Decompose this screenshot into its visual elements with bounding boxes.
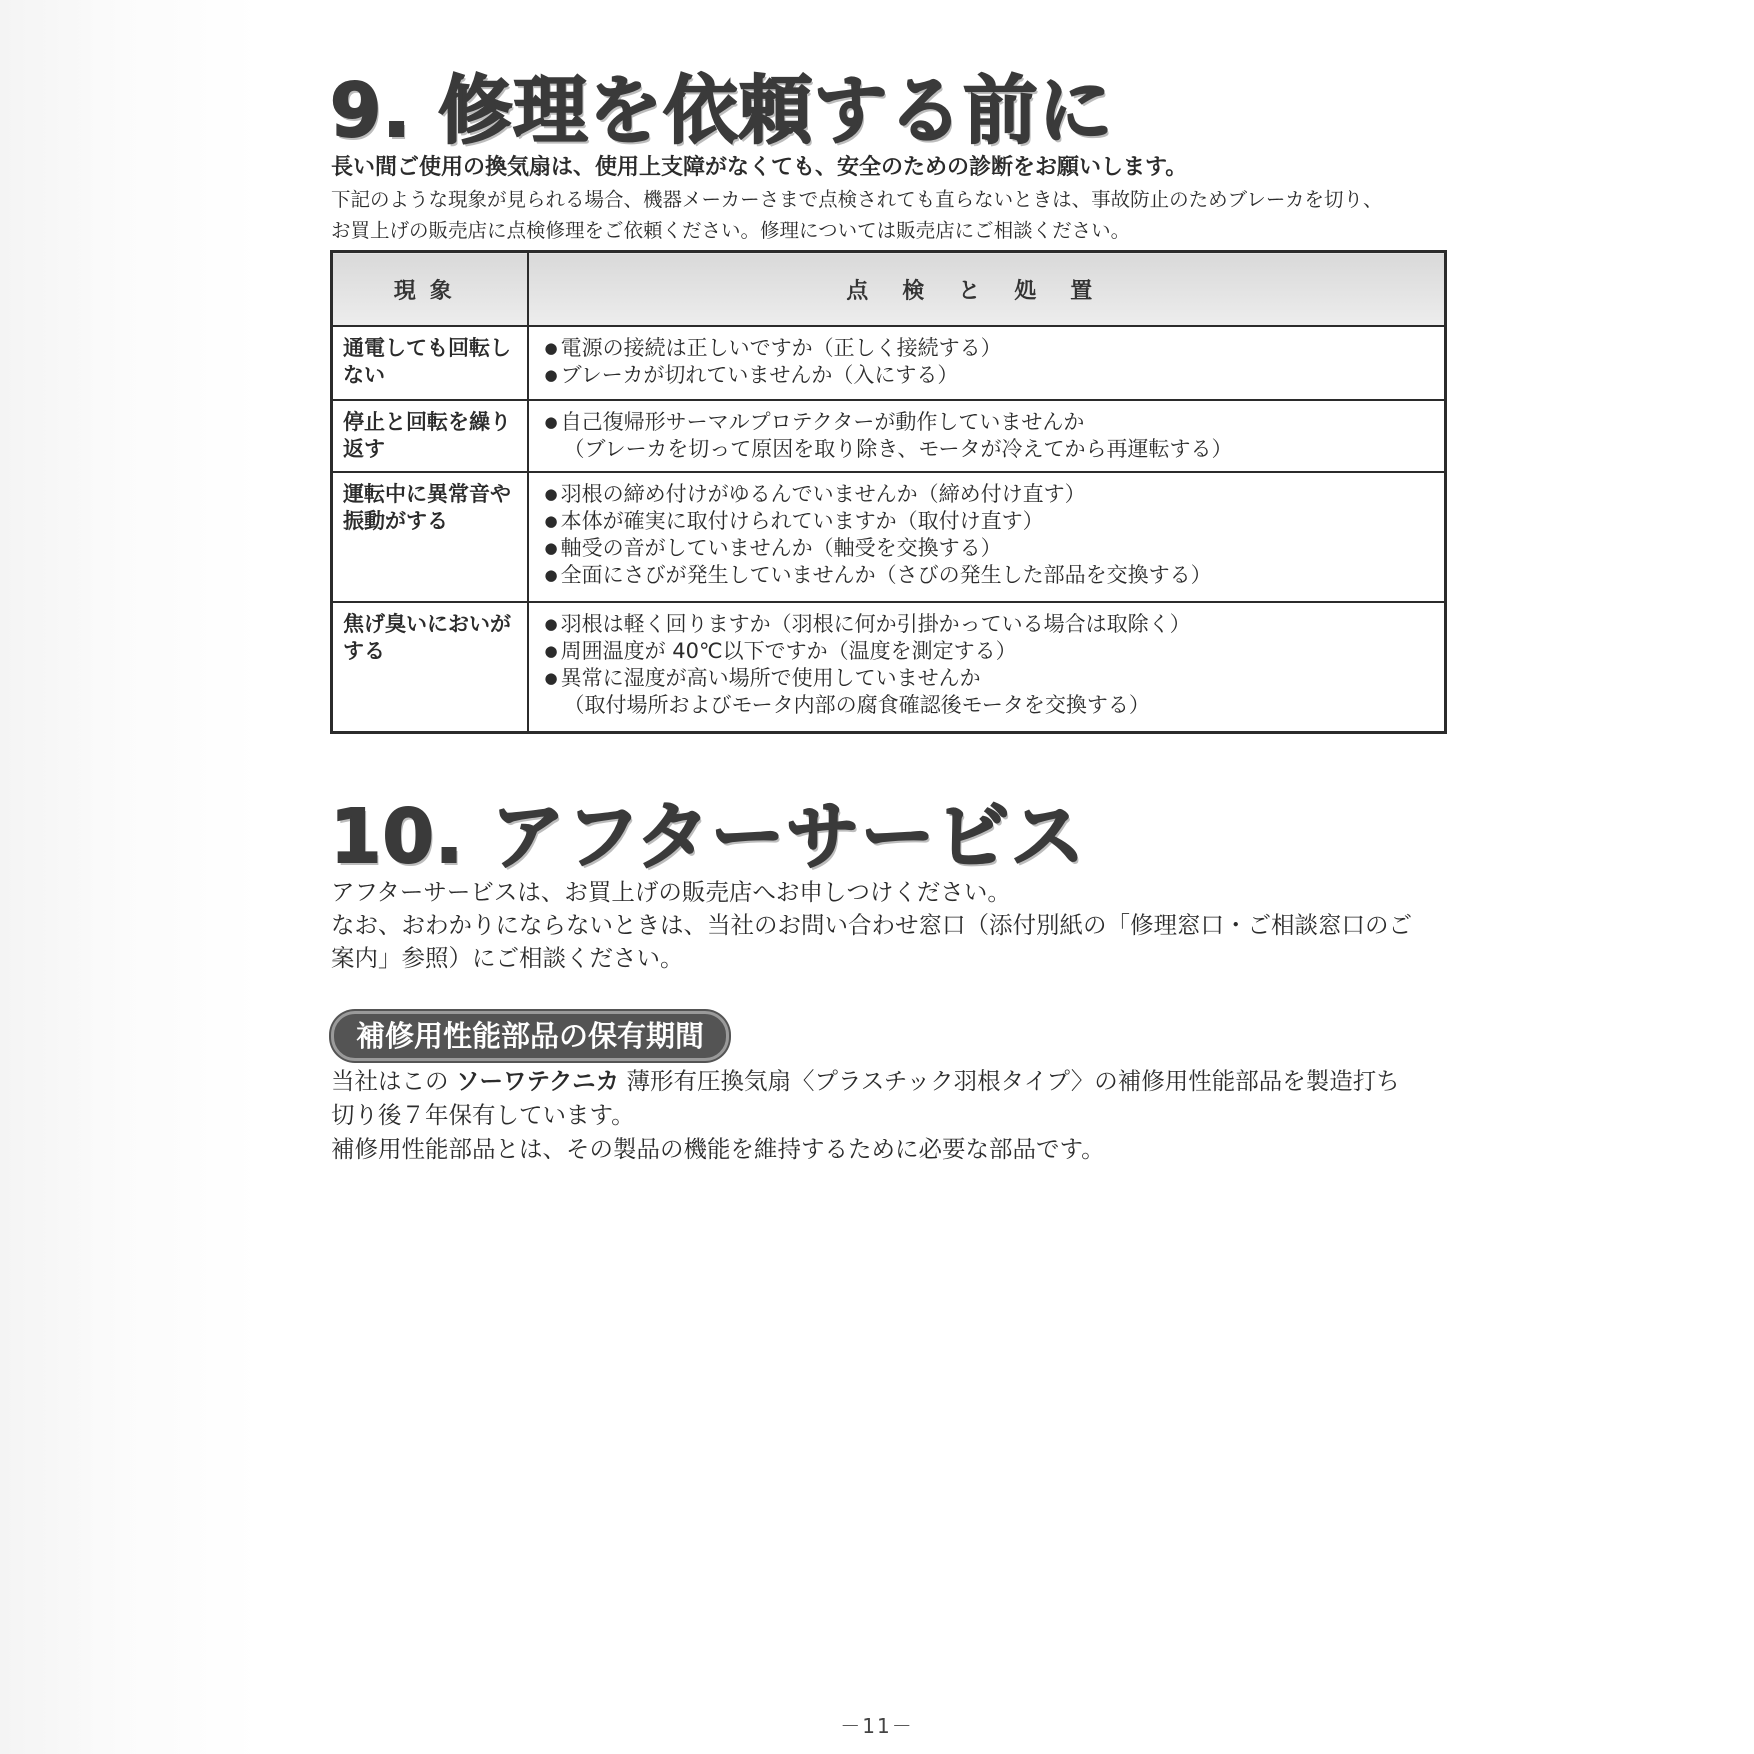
header-check-action: 点検と処置 — [528, 252, 1446, 327]
parts-line-1 — [331, 1064, 1451, 1098]
symptom-cell: 運転中に異常音や振動がする — [332, 472, 528, 602]
check-item-continuation: （取付場所およびモータ内部の腐食確認後モータを交換する） — [563, 693, 1150, 717]
intro-line: 下記のような現象が見られる場合、機器メーカーさまで点検されても直らないときは、事故防止のためブレーカを切り、 — [331, 188, 1383, 211]
after-service-line: アフターサービスは、お買上げの販売店へお申しつけください。 — [331, 878, 1011, 906]
check-cell — [528, 602, 1446, 733]
check-item: ● 全面にさびが発生していませんか（さびの発生した部品を交換する） — [545, 562, 1437, 589]
parts-rest: 薄形有圧換気扇〈プラスチック羽根タイプ〉の補修用性能部品を製造打ち — [619, 1067, 1400, 1095]
check-cell — [528, 472, 1446, 602]
symptom-cell: 通電しても回転しない — [332, 326, 528, 400]
check-item: ● 自己復帰形サーマルプロテクターが動作していませんか — [545, 409, 1437, 436]
check-item: ● 羽根の締め付けがゆるんでいませんか（締め付け直す） — [545, 481, 1437, 508]
section-9-lead: 長い間ご使用の換気扇は、使用上支障がなくても、安全のための診断をお願いします。 — [331, 155, 1188, 180]
check-item: ● 本体が確実に取付けられていますか（取付け直す） — [545, 508, 1437, 535]
parts-line-2: 切り後７年保有しています。 — [331, 1101, 635, 1129]
check-item: ● 軸受の音がしていませんか（軸受を交換する） — [545, 535, 1437, 562]
symptom-cell: 停止と回転を繰り返す — [332, 400, 528, 472]
parts-retention-heading: 補修用性能部品の保有期間 — [331, 1011, 729, 1061]
check-cell — [528, 326, 1446, 400]
check-item: ● 異常に湿度が高い場所で使用していませんか — [545, 665, 1437, 692]
section-10-title: 10. アフターサービス — [330, 794, 1086, 880]
check-item: ● 周囲温度が 40℃以下ですか（温度を測定する） — [545, 638, 1437, 665]
check-cell — [528, 400, 1446, 472]
check-item: ● 電源の接続は正しいですか（正しく接続する） — [545, 335, 1437, 362]
brand-name: ソーワテクニカ — [455, 1067, 620, 1095]
check-item-continuation: （ブレーカを切って原因を取り除き、モータが冷えてから再運転する） — [563, 437, 1233, 461]
header-symptom: 現象 — [332, 252, 528, 327]
check-item: ● ブレーカが切れていませんか（入にする） — [545, 362, 1437, 389]
after-service-line: 案内」参照）にご相談ください。 — [331, 944, 684, 972]
section-9-intro — [331, 184, 1451, 246]
parts-prefix: 当社はこの — [331, 1067, 456, 1095]
table-row — [332, 400, 1446, 472]
after-service-line: なお、おわかりにならないときは、当社のお問い合わせ窓口（添付別紙の「修理窓口・ご相談窓口のご — [331, 911, 1412, 939]
table-row — [332, 602, 1446, 733]
table-row — [332, 326, 1446, 400]
table-row — [332, 472, 1446, 602]
page-number: －11－ — [840, 1714, 914, 1738]
after-service-text — [331, 876, 1451, 975]
section-9-title: 9. 修理を依頼する前に — [330, 68, 1114, 154]
symptom-cell: 焦げ臭いにおいがする — [332, 602, 528, 733]
parts-retention-text — [331, 1064, 1451, 1166]
intro-line: お買上げの販売店に点検修理をご依頼ください。修理については販売店にご相談ください。 — [331, 219, 1131, 242]
troubleshooting-table — [330, 250, 1447, 734]
parts-line-3: 補修用性能部品とは、その製品の機能を維持するために必要な部品です。 — [331, 1135, 1105, 1163]
check-item: ● 羽根は軽く回りますか（羽根に何か引掛かっている場合は取除く） — [545, 611, 1437, 638]
